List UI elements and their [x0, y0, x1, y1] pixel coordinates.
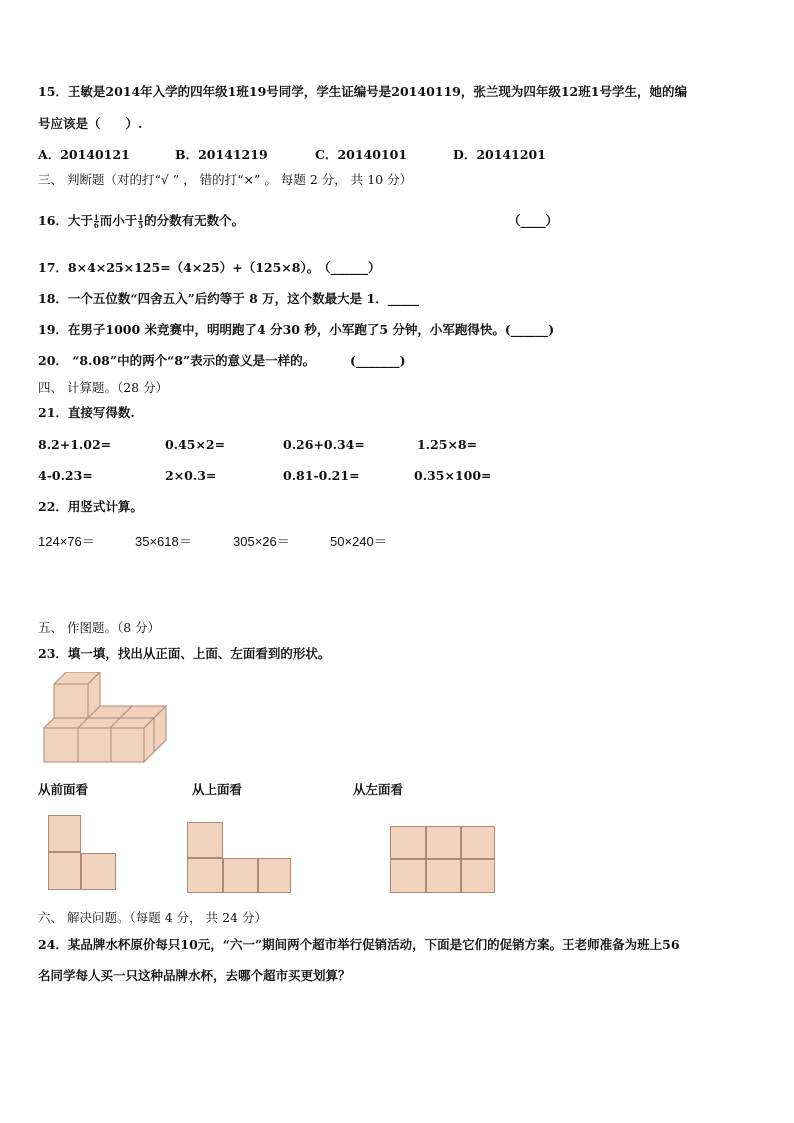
- q20-text: 20． “8.08”中的两个“8”表示的意义是一样的。: [38, 353, 316, 368]
- q21-item: 8.2+1.02=: [38, 437, 112, 452]
- view-square: [258, 858, 291, 893]
- q16-suffix: 的分数有无数个。: [144, 213, 245, 228]
- q21-item: 0.35×100=: [414, 468, 492, 483]
- q21-item: 2×0.3=: [165, 468, 217, 483]
- view-square: [461, 826, 495, 859]
- cube-stack-figure: [40, 672, 172, 768]
- q21-title: 21．直接写得数.: [38, 405, 135, 420]
- section-3-title: 三、 判断题（对的打“√ ” ， 错的打“×” 。 每题 2 分， 共 10 分）: [38, 172, 413, 187]
- view-square: [426, 826, 461, 859]
- q21-item: 0.26+0.34=: [283, 437, 365, 452]
- q16-prefix: 16．大于: [38, 213, 93, 228]
- q22-title: 22．用竖式计算。: [38, 499, 143, 514]
- q22-item: 124×76＝: [38, 534, 95, 549]
- q21-item: 1.25×8=: [417, 437, 478, 452]
- q16-answer-paren: （____）: [508, 213, 559, 228]
- view-square: [81, 853, 116, 890]
- view-label-left: 从左面看: [353, 782, 404, 797]
- q22-item: 50×240＝: [330, 534, 387, 549]
- q15-line2: 号应该是（ ）.: [38, 116, 143, 131]
- view-square: [48, 815, 81, 852]
- view-square: [426, 859, 461, 893]
- q16-mid: 而小于: [99, 213, 138, 228]
- q20-answer-paren: (_______): [350, 353, 406, 368]
- section-4-title: 四、 计算题。（28 分）: [38, 380, 169, 395]
- q17-answer-paren: （______）: [318, 260, 381, 275]
- section-6-title: 六、 解决问题。（每题 4 分， 共 24 分）: [38, 910, 267, 925]
- q22-item: 35×618＝: [135, 534, 192, 549]
- q19-text: 19．在男子1000 米竞赛中，明明跑了4 分30 秒，小军跑了5 分钟，小军跑得快。(______): [38, 322, 555, 337]
- view-square: [187, 822, 223, 858]
- view-square: [461, 859, 495, 893]
- view-label-front: 从前面看: [38, 782, 89, 797]
- q24-line1: 24．某品牌水杯原价每只10元，“六一”期间两个超市举行促销活动，下面是它们的促销方案。王老师准备为班上56: [38, 937, 680, 952]
- q22-item: 305×26＝: [233, 534, 290, 549]
- section-5-title: 五、 作图题。（8 分）: [38, 620, 161, 635]
- q21-item: 0.81-0.21=: [283, 468, 360, 483]
- view-square: [223, 858, 258, 893]
- q24-line2: 名同学每人买一只这种品牌水杯，去哪个超市买更划算？: [38, 968, 351, 983]
- cube-front-face: [44, 728, 78, 762]
- q21-item: 4-0.23=: [38, 468, 93, 483]
- q15-option-c: C．20140101: [315, 147, 408, 162]
- q23-title: 23．填一填，找出从正面、上面、左面看到的形状。: [38, 646, 331, 661]
- cube-front-face: [54, 684, 88, 718]
- q15-option-d: D．20141201: [453, 147, 546, 162]
- q18-text: 18．一个五位数“四舍五入”后约等于 8 万，这个数最大是 1．_____: [38, 291, 419, 306]
- q21-item: 0.45×2=: [165, 437, 226, 452]
- view-label-top: 从上面看: [192, 782, 243, 797]
- q15-line1: 15．王敏是2014年入学的四年级1班19号同学，学生证编号是20140119，张兰现为四年级12班1号学生，她的编: [38, 84, 687, 99]
- q15-option-b: B．20141219: [175, 147, 268, 162]
- view-square: [390, 859, 426, 893]
- q16-fraction-1: $\frac{1}{6}$: [93, 213, 99, 230]
- view-square: [187, 858, 223, 893]
- view-square: [390, 826, 426, 859]
- cube-front-face: [78, 728, 111, 762]
- q17-text: 17．8×4×25×125=（4×25）+（125×8）。: [38, 260, 320, 275]
- q16-fraction-2: $\frac{1}{5}$: [138, 213, 144, 230]
- q16: [38, 213, 244, 229]
- q15-option-a: A．20140121: [38, 147, 130, 162]
- view-square: [48, 852, 81, 890]
- cube-front-face: [111, 728, 144, 762]
